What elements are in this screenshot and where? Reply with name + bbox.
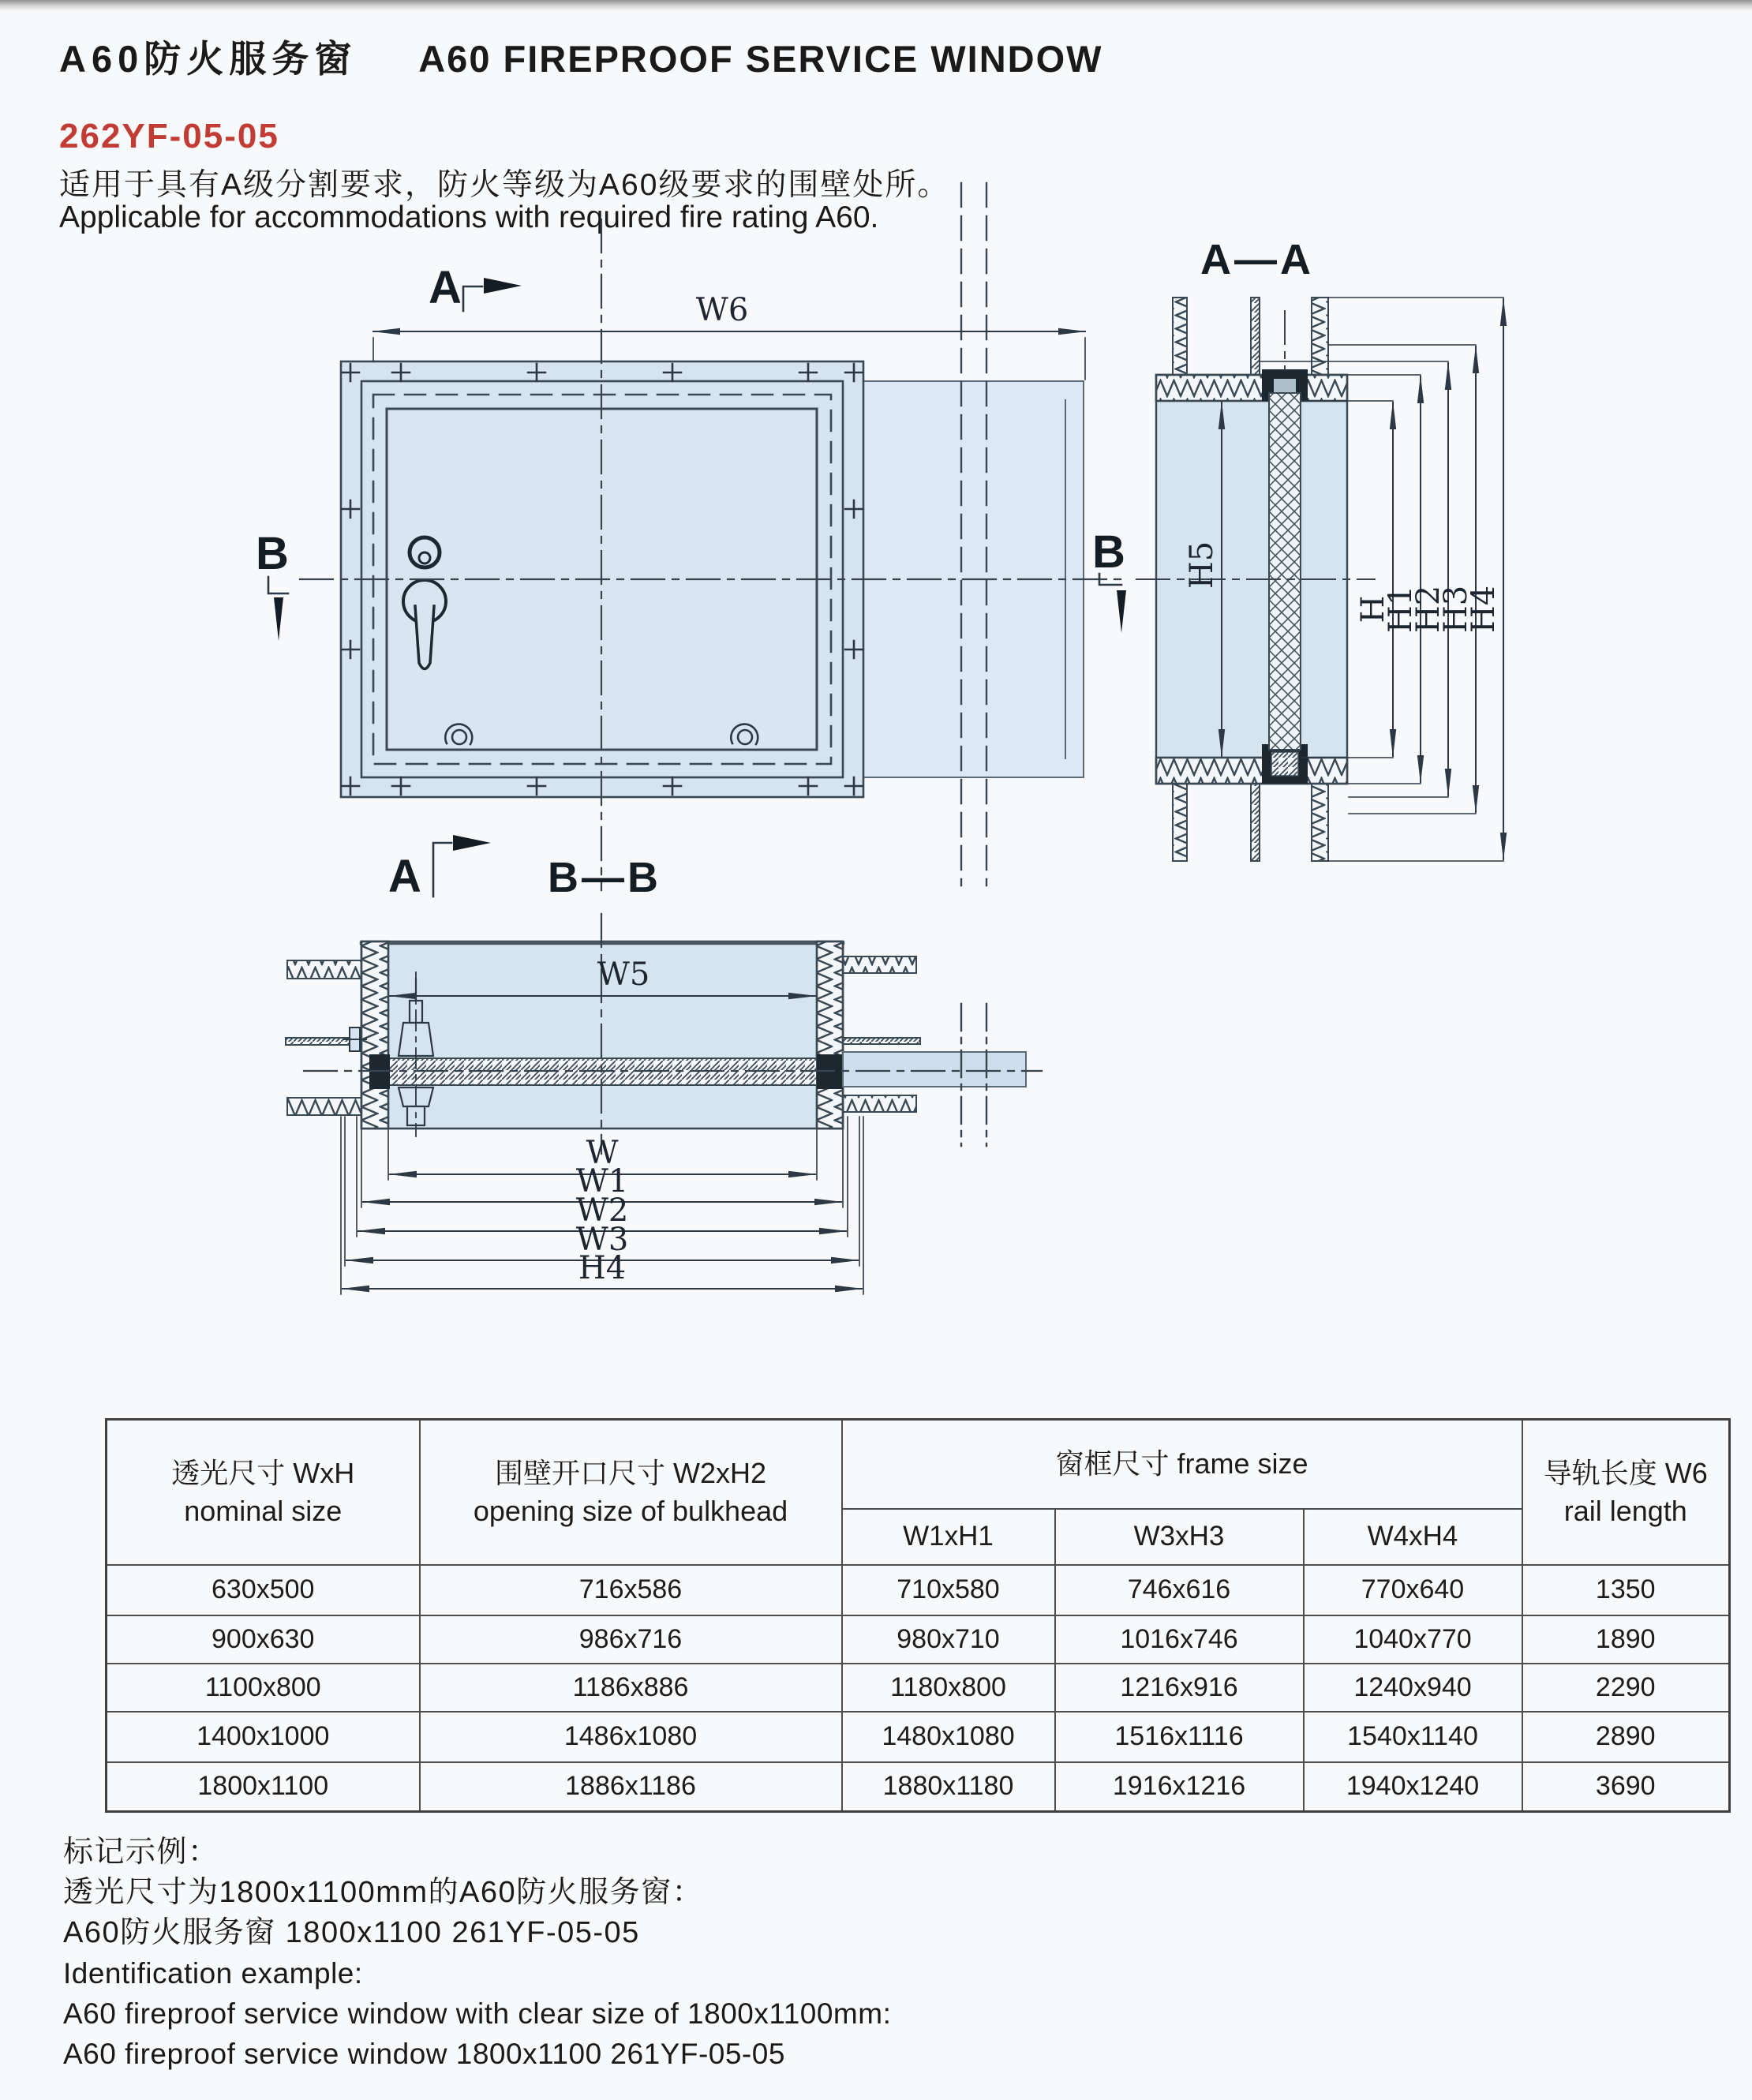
identification-example <box>63 1832 891 2074</box>
dim-w-label: W <box>586 1135 619 1171</box>
svg-text:B: B <box>256 528 289 579</box>
dim-h4-label: H4 <box>1466 585 1502 634</box>
model-code: 262YF-05-05 <box>59 117 279 155</box>
dim-h2-label: H2 <box>1410 585 1447 634</box>
section-aa <box>1092 236 1503 861</box>
dim-w6-label: W6 <box>695 292 749 328</box>
bb-rail-plate <box>843 1052 1026 1087</box>
svg-text:A: A <box>388 851 421 902</box>
description-zh: 适用于具有A级分割要求，防火等级为A60级要求的围壁处所。 <box>59 168 950 202</box>
aa-dims <box>1393 299 1503 859</box>
dim-w5-label: W5 <box>597 956 650 993</box>
section-marker-a-top <box>429 262 522 313</box>
subcol-w4h4: W4xH4 <box>1304 1509 1522 1565</box>
dim-h-label: H <box>1355 595 1391 623</box>
dim-h1-label: H1 <box>1383 585 1419 634</box>
example-line1-en: A60 fireproof service window with clear size of 1800x1100mm: <box>63 1997 892 2030</box>
example-line2-zh: A60防火服务窗 1800x1100 261YF-05-05 <box>63 1916 640 1949</box>
section-marker-b-left <box>256 528 289 641</box>
section-bb-label: B—B <box>548 854 661 901</box>
table-row: 900x630 986x716 980x710 1016x746 1040x770 1890 <box>107 1615 1730 1664</box>
dim-h3-label: H3 <box>1438 585 1474 634</box>
dim-w2-label: W2 <box>575 1192 629 1229</box>
section-aa-label: A—A <box>1200 236 1314 283</box>
table-row: 1400x1000 1486x1080 1480x1080 1516x1116 1540x1140 2890 <box>107 1712 1730 1762</box>
front-view <box>256 183 1121 902</box>
page-title-en: A60 FIREPROOF SERVICE WINDOW <box>418 38 1103 80</box>
section-marker-a-bottom <box>388 835 491 902</box>
dim-h4b-label: H4 <box>578 1250 627 1286</box>
table-row: 1100x800 1186x886 1180x800 1216x916 1240x940 2290 <box>107 1664 1730 1712</box>
dim-w3-label: W3 <box>575 1222 629 1258</box>
subcol-w1h1: W1xH1 <box>842 1509 1055 1565</box>
col-header-frame: 窗框尺寸 frame size <box>842 1420 1522 1509</box>
handle-lever <box>415 606 434 669</box>
dim-w1-label: W1 <box>575 1163 629 1200</box>
table-row: 1800x1100 1886x1186 1880x1180 1916x1216 1940x1240 3690 <box>107 1762 1730 1812</box>
example-line1-zh: 透光尺寸为1800x1100mm的A60防火服务窗： <box>63 1876 704 1909</box>
dim-h5-label: H5 <box>1184 541 1220 590</box>
page-title-zh: A60防火服务窗 <box>59 38 358 80</box>
svg-text:A: A <box>429 262 462 313</box>
description-en: Applicable for accommodations with required fire rating A60. <box>59 200 879 234</box>
example-line2-en: A60 fireproof service window 1800x1100 261YF-05-05 <box>63 2038 785 2070</box>
example-heading-zh: 标记示例： <box>63 1836 219 1869</box>
section-bb <box>286 854 1042 1294</box>
col-header-opening: 围壁开口尺寸 W2xH2 opening size of bulkhead <box>420 1420 842 1565</box>
example-heading-en: Identification example: <box>63 1957 363 1990</box>
spec-table <box>105 1418 1731 1813</box>
table-row: 630x500 716x586 710x580 746x616 770x640 1350 <box>107 1565 1730 1615</box>
col-header-rail: 导轨长度 W6 rail length <box>1522 1420 1730 1565</box>
svg-text:B: B <box>1092 526 1125 578</box>
subcol-w3h3: W3xH3 <box>1055 1509 1304 1565</box>
col-header-nominal: 透光尺寸 WxH nominal size <box>107 1420 420 1565</box>
